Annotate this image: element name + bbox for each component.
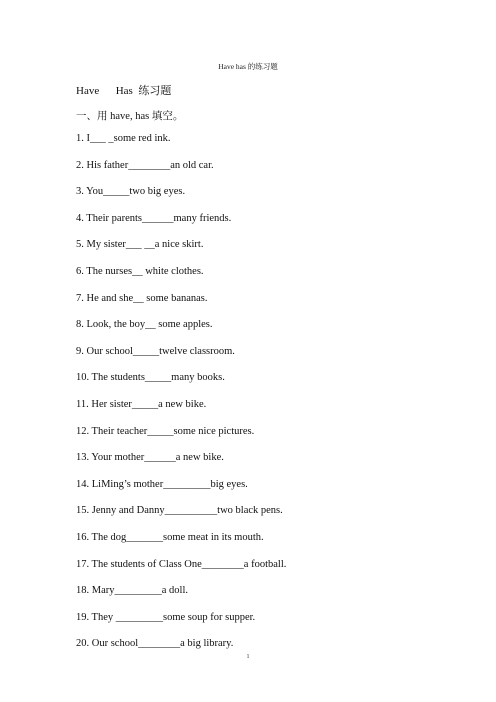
exercise-item: 3. You_____two big eyes. [76, 186, 186, 198]
exercise-item: 13. Your mother______a new bike. [76, 452, 224, 464]
section-heading: 一、用 have, has 填空。 [76, 111, 184, 122]
exercise-item: 11. Her sister_____a new bike. [76, 398, 207, 410]
exercise-item: 18. Mary_________a doll. [76, 585, 188, 597]
exercise-item: 6. The nurses__ white clothes. [76, 265, 204, 277]
exercise-item: 10. The students_____many books. [76, 372, 225, 384]
exercise-item: 7. He and she__ some bananas. [76, 292, 208, 304]
title-has: Has 练习题 [115, 85, 172, 97]
exercise-item: 12. Their teacher_____some nice pictures. [76, 425, 255, 437]
exercise-item: 1. I___ _some red ink. [76, 133, 171, 144]
page-number: 1 [246, 654, 250, 660]
worksheet-title [76, 82, 171, 98]
exercise-item: 8. Look, the boy__ some apples. [76, 319, 213, 331]
exercise-item: 5. My sister___ __a nice skirt. [76, 239, 204, 251]
exercise-item: 15. Jenny and Danny__________two black pens. [76, 505, 283, 517]
exercise-item: 2. His father________an old car. [76, 159, 214, 171]
exercise-list [76, 133, 286, 665]
page-header: Have has 的练习题 [218, 62, 278, 71]
exercise-item: 16. The dog_______some meat in its mouth. [76, 531, 264, 543]
exercise-item: 19. They _________some soup for supper. [76, 611, 256, 623]
title-have: Have [76, 85, 100, 97]
exercise-item: 17. The students of Class One________a football. [76, 558, 287, 570]
exercise-item: 14. LiMing’s mother_________big eyes. [76, 478, 248, 490]
exercise-item: 4. Their parents______many friends. [76, 212, 232, 224]
exercise-item: 9. Our school_____twelve classroom. [76, 345, 235, 357]
exercise-item: 20. Our school________a big library. [76, 638, 234, 650]
